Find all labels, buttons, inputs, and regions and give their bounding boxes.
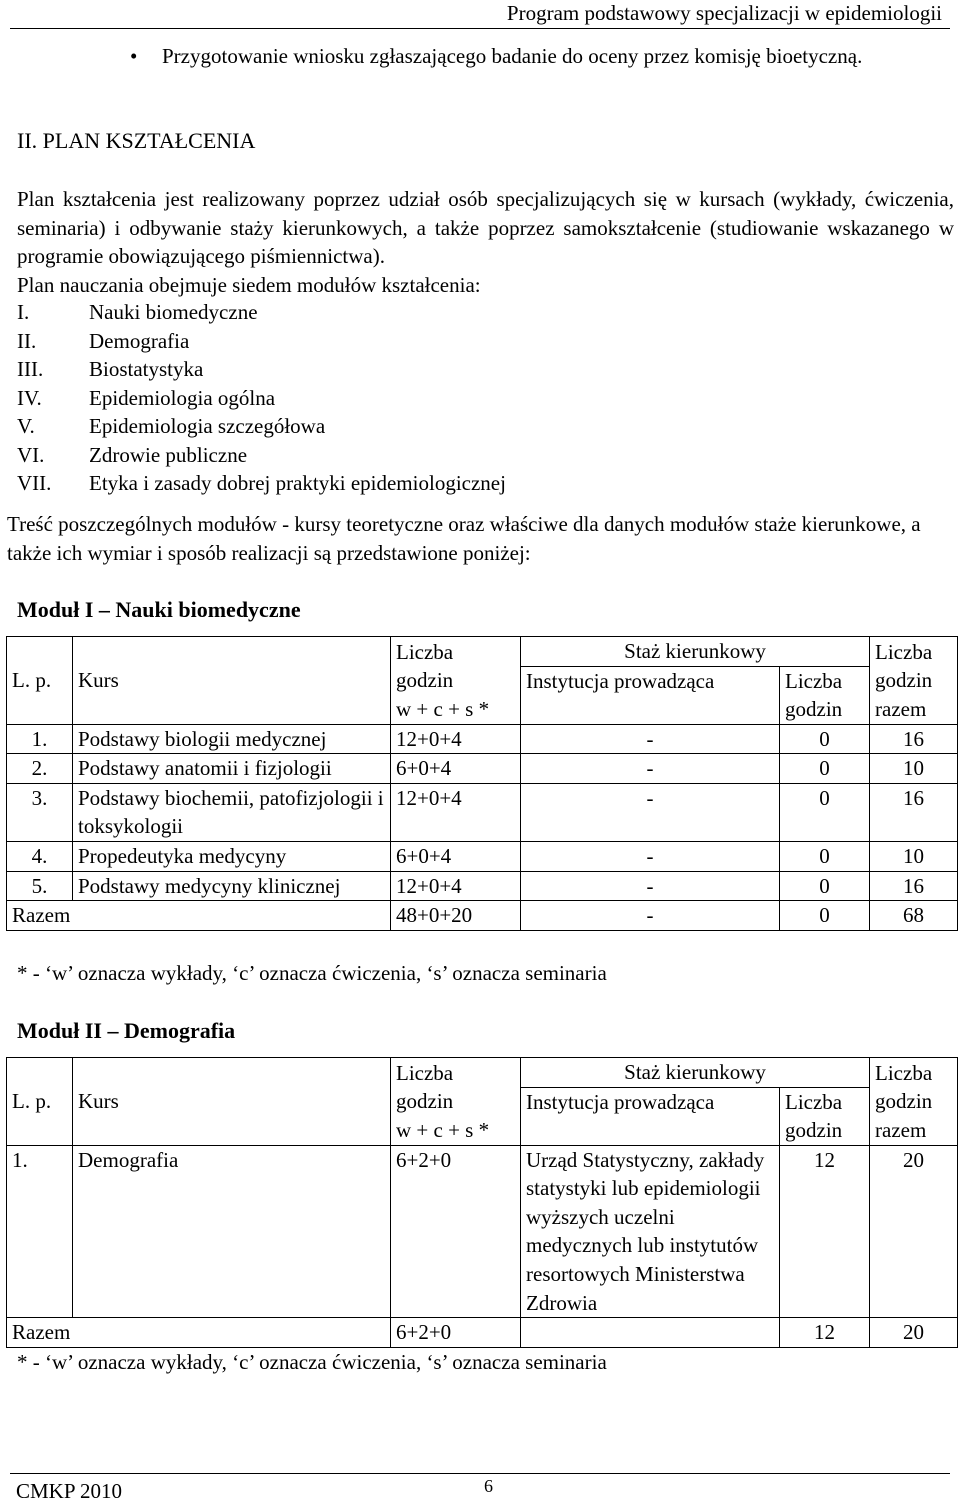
module-1-title: Moduł I – Nauki biomedyczne [17,597,301,622]
header-line: godzin [396,1089,454,1114]
cell-godziny: 6+0+4 [391,841,521,871]
cell-godziny: 12+0+4 [391,783,521,841]
table-row [7,1145,958,1318]
header-liczba-godzin [391,1058,521,1146]
table-total-row [7,1318,958,1348]
cell-instytucja: - [521,871,780,901]
cell-razem: 20 [870,1145,958,1318]
footer-label: CMKP 2010 [16,1479,122,1503]
header-liczba-godzin [391,637,521,725]
header-line: Liczba [396,639,454,664]
page-footer [10,1473,950,1501]
header-lp: L. p. [7,637,73,725]
header-line: w + c + s * [396,696,490,721]
header-line: Liczba [396,1060,454,1085]
header-kurs: Kurs [73,1058,391,1146]
module-list-item [17,469,506,498]
header-instytucja: Instytucja prowadząca [521,1087,780,1145]
module-number: VII. [17,471,52,495]
table-header-row [7,1058,958,1088]
module-number: I. [17,300,30,324]
module-list-item [17,298,506,327]
header-kurs: Kurs [73,637,391,725]
header-line: Liczba [875,639,933,664]
cell-kurs: Podstawy anatomii i fizjologii [73,754,391,784]
cell-lp: 3. [7,783,73,841]
header-line: godzin [785,1118,843,1143]
cell-staz: 0 [780,783,870,841]
header-line: Liczba [785,668,843,693]
header-razem [870,1058,958,1146]
module-number: III. [17,357,44,381]
module-number: VI. [17,442,45,467]
cell-razem: 10 [870,841,958,871]
header-line: razem [875,696,927,721]
header-instytucja: Instytucja prowadząca [521,666,780,724]
modules-lead: Plan nauczania obejmuje siedem modułów kształcenia: [17,272,481,297]
header-title: Program podstawowy specjalizacji w epidemiologii [506,1,942,25]
cell-staz: 0 [780,724,870,754]
intro-paragraph: Plan kształcenia jest realizowany poprzez udział osób specjalizujących się w kursach (wykłady, ćwiczenia, seminaria) i odbywanie staży kierunkowych, a także poprzez samokształcenie (studiowanie wskazanego w programie obowiązującego piśmiennictwa). [17,187,954,269]
table-row [7,871,958,901]
cell-razem: 68 [870,901,958,931]
module-1-footnote: * - ‘w’ oznacza wykłady, ‘c’ oznacza ćwiczenia, ‘s’ oznacza seminaria [17,961,607,985]
module-2-table [6,1057,958,1348]
header-staz-godzin [780,1087,870,1145]
module-number: II. [17,328,37,353]
cell-total-label: Razem [7,901,391,931]
header-line: godzin [396,668,454,693]
cell-razem: 10 [870,754,958,784]
header-line: godzin [875,1089,933,1114]
bullet-icon: • [130,44,138,68]
cell-staz: 0 [780,841,870,871]
cell-lp: 5. [7,871,73,901]
cell-lp: 4. [7,841,73,871]
module-name: Epidemiologia szczegółowa [89,414,326,438]
cell-kurs: Podstawy medycyny klinicznej [73,871,391,901]
header-lp: L. p. [7,1058,73,1146]
cell-razem: 16 [870,871,958,901]
header-staz-godzin [780,666,870,724]
cell-kurs: Podstawy biologii medycznej [73,724,391,754]
module-name: Etyka i zasady dobrej praktyki epidemiologicznej [89,471,506,495]
header-line: Liczba [785,1089,843,1114]
cell-razem: 16 [870,724,958,754]
table-row [7,724,958,754]
cell-instytucja: - [521,724,780,754]
cell-total-label: Razem [7,1318,391,1348]
bullet-item [130,42,955,71]
module-name: Demografia [89,328,190,353]
table-total-row [7,901,958,931]
module-number: V. [17,414,35,438]
cell-lp: 1. [7,1145,73,1318]
table-row [7,841,958,871]
cell-staz: 0 [780,901,870,931]
cell-godziny: 6+2+0 [391,1318,521,1348]
header-staz: Staż kierunkowy [521,637,870,667]
cell-lp: 2. [7,754,73,784]
cell-staz: 0 [780,871,870,901]
cell-instytucja: - [521,754,780,784]
cell-razem: 16 [870,783,958,841]
cell-razem: 20 [870,1318,958,1348]
cell-instytucja: - [521,783,780,841]
module-list [17,298,506,498]
module-name: Epidemiologia ogólna [89,385,276,410]
table-row [7,783,958,841]
cell-kurs: Demografia [73,1145,391,1318]
cell-instytucja: - [521,841,780,871]
module-list-item [17,355,506,384]
header-line: godzin [785,697,843,722]
page-number: 6 [484,1476,493,1496]
module-name: Zdrowie publiczne [89,442,248,467]
cell-instytucja: Urząd Statystyczny, zakłady statystyki lub epidemiologii wyższych uczelni medycznych lub instytutów resortowych Ministerstwa Zdrowia [521,1145,780,1318]
cell-godziny: 12+0+4 [391,871,521,901]
table-header-row [7,637,958,667]
module-list-item [17,441,506,470]
module-1-table [6,636,958,931]
cell-kurs: Propedeutyka medycyny [73,841,391,871]
running-header [10,0,950,29]
module-2-footnote: * - ‘w’ oznacza wykłady, ‘c’ oznacza ćwiczenia, ‘s’ oznacza seminaria [17,1350,607,1374]
header-line: w + c + s * [396,1117,490,1142]
cell-kurs: Podstawy biochemii, patofizjologii i toksykologii [73,783,391,841]
header-razem [870,637,958,725]
header-line: godzin [875,668,933,693]
header-staz: Staż kierunkowy [521,1058,870,1088]
module-name: Biostatystyka [89,357,204,381]
cell-instytucja [521,1318,780,1348]
table-row [7,754,958,784]
intro [17,185,954,299]
section-title: II. PLAN KSZTAŁCENIA [17,128,256,153]
cell-godziny: 6+2+0 [391,1145,521,1318]
module-list-item [17,412,506,441]
content-paragraph: Treść poszczególnych modułów - kursy teoretyczne oraz właściwe dla danych modułów staże kierunkowe, a także ich wymiar i sposób realizacji są przedstawione poniżej: [7,512,921,565]
cell-lp: 1. [7,724,73,754]
cell-staz: 12 [780,1318,870,1348]
cell-instytucja: - [521,901,780,931]
header-line: Liczba [875,1060,933,1085]
cell-godziny: 48+0+20 [391,901,521,931]
module-name: Nauki biomedyczne [89,300,258,324]
cell-staz: 0 [780,754,870,784]
module-list-item [17,384,506,413]
cell-godziny: 6+0+4 [391,754,521,784]
module-2-title: Moduł II – Demografia [17,1018,236,1043]
cell-godziny: 12+0+4 [391,724,521,754]
bullet-text: Przygotowanie wniosku zgłaszającego badanie do oceny przez komisję bioetyczną. [162,44,863,68]
header-line: razem [875,1117,927,1142]
module-list-item [17,327,506,356]
cell-staz: 12 [780,1145,870,1318]
module-number: IV. [17,385,42,410]
